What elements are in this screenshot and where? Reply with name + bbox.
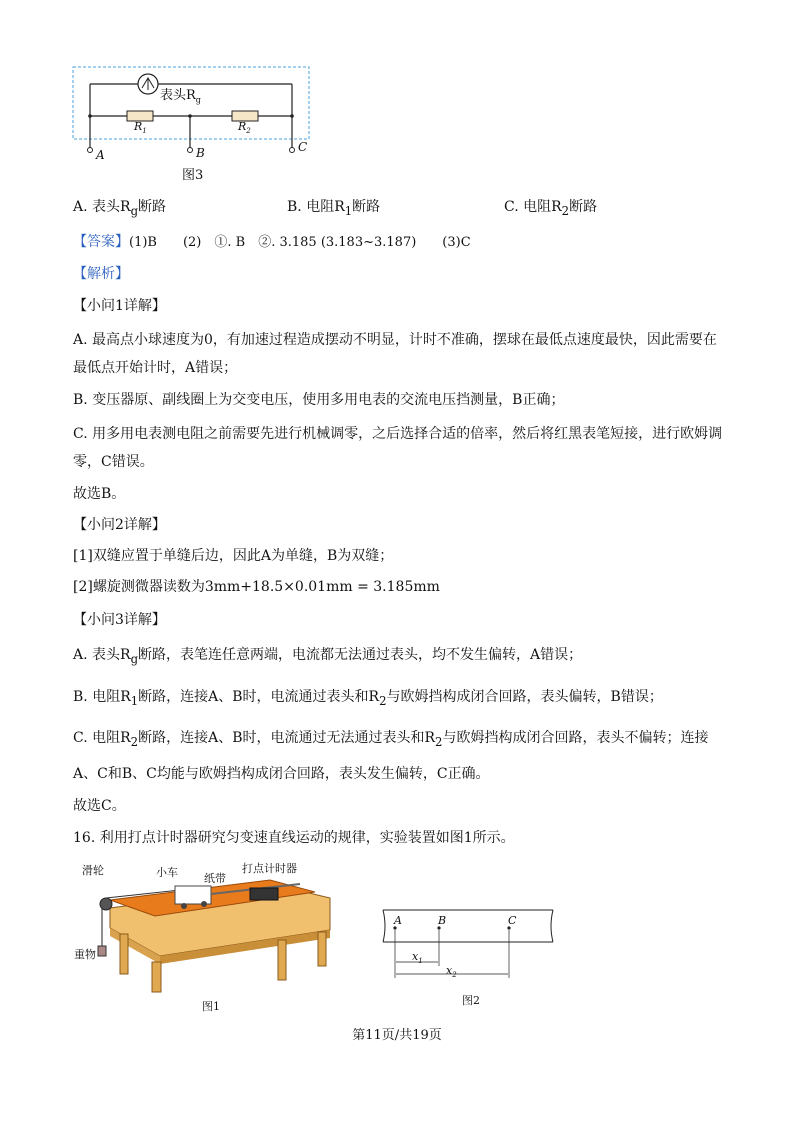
point-b: B — [438, 914, 447, 927]
option-c: C. 电阻$R_2$断路 — [504, 199, 598, 218]
answer-text: (1)B (2) ①. B ②. 3.185 (3.183~3.187) (3)C — [129, 235, 471, 250]
q2-heading: 【小问2详解】 — [73, 517, 166, 533]
cart-label: 小车 — [156, 866, 178, 879]
figure-1-caption: 图1 — [202, 1000, 220, 1013]
q3-conclusion: 故选C。 — [73, 798, 126, 814]
option-b: B. 电阻$R_1$断路 — [287, 199, 381, 218]
q1-option-c: C. 用多用电表测电阻之前需要先进行机械调零，之后选择合适的倍率，然后将红黑表笔短接，进行欧姆调零，C错误。 — [73, 426, 723, 470]
r2-sub: 2 — [246, 127, 251, 136]
r2-label: R — [238, 120, 247, 133]
tape-label: 纸带 — [204, 872, 226, 885]
meter-sub: g — [195, 95, 201, 105]
q2-line2: [2]螺旋测微器读数为3mm+18.5×0.01mm = 3.185mm — [73, 579, 440, 595]
r1-sub: 1 — [142, 127, 147, 136]
x1-label: x — [412, 950, 419, 963]
q1-heading: 【小问1详解】 — [73, 298, 166, 314]
q1-option-b: B. 变压器原、副线圈上为交变电压，使用多用电表的交流电压挡测量，B正确； — [73, 392, 565, 408]
weight-label: 重物 — [74, 948, 96, 961]
r1-label: R — [134, 120, 143, 133]
q16-stem: 16. 利用打点计时器研究匀变速直线运动的规律，实验装置如图1所示。 — [73, 830, 515, 846]
point-c: C — [508, 914, 517, 927]
x1-sub: 1 — [418, 957, 423, 966]
answer-tag: 【答案】 — [73, 234, 129, 250]
weight-icon — [98, 946, 106, 956]
x2-sub: 2 — [452, 971, 457, 980]
option-a: A. 表头$R_g$断路 — [73, 199, 167, 218]
q1-option-a: A. 最高点小球速度为0，有加速过程造成摆动不明显，计时不准确，摆球在最低点速度最快，因此需要在最低点开始计时，A错误； — [73, 332, 717, 376]
answer-line — [73, 232, 471, 253]
terminal-c: C — [298, 140, 308, 154]
page-footer: 第11页/共19页 — [352, 1028, 442, 1043]
meter-label: 表头R — [160, 88, 196, 103]
q3-option-c: C. 电阻$R_2$断路，连接A、B时，电流通过无法通过表头和$R_2$与欧姆挡构成闭合回路，表头不偏转；连接 — [73, 730, 709, 749]
figure-3 — [72, 66, 312, 186]
analysis-tag: 【解析】 — [73, 266, 129, 282]
q3-option-c-line2: A、C和B、C均能与欧姆挡构成闭合回路，表头发生偏转，C正确。 — [73, 766, 490, 782]
terminal-b: B — [196, 146, 205, 160]
x2-label: x — [446, 964, 453, 977]
figure-3-caption: 图3 — [182, 168, 204, 183]
q3-heading: 【小问3详解】 — [73, 612, 166, 628]
timer-label: 打点计时器 — [242, 862, 297, 875]
tape-diagram — [378, 906, 558, 986]
q2-line1: [1]双缝应置于单缝后边，因此A为单缝，B为双缝； — [73, 548, 394, 564]
timer-icon — [250, 888, 278, 900]
q3-option-b: B. 电阻$R_1$断路，连接A、B时，电流通过表头和$R_2$与欧姆挡构成闭合回路，表头偏转，B错误； — [73, 689, 663, 708]
figure-1 — [74, 858, 340, 1018]
point-a: A — [394, 914, 402, 927]
terminal-a: A — [96, 148, 105, 162]
figure-2 — [378, 906, 558, 1016]
pulley-label: 滑轮 — [82, 864, 104, 877]
q3-option-a: A. 表头$R_g$断路，表笔连任意两端，电流都无法通过表头，均不发生偏转，A错误； — [73, 647, 583, 666]
circuit-diagram — [72, 66, 312, 166]
cart-icon — [175, 886, 211, 904]
figure-2-caption: 图2 — [462, 994, 480, 1007]
q1-conclusion: 故选B。 — [73, 486, 126, 502]
